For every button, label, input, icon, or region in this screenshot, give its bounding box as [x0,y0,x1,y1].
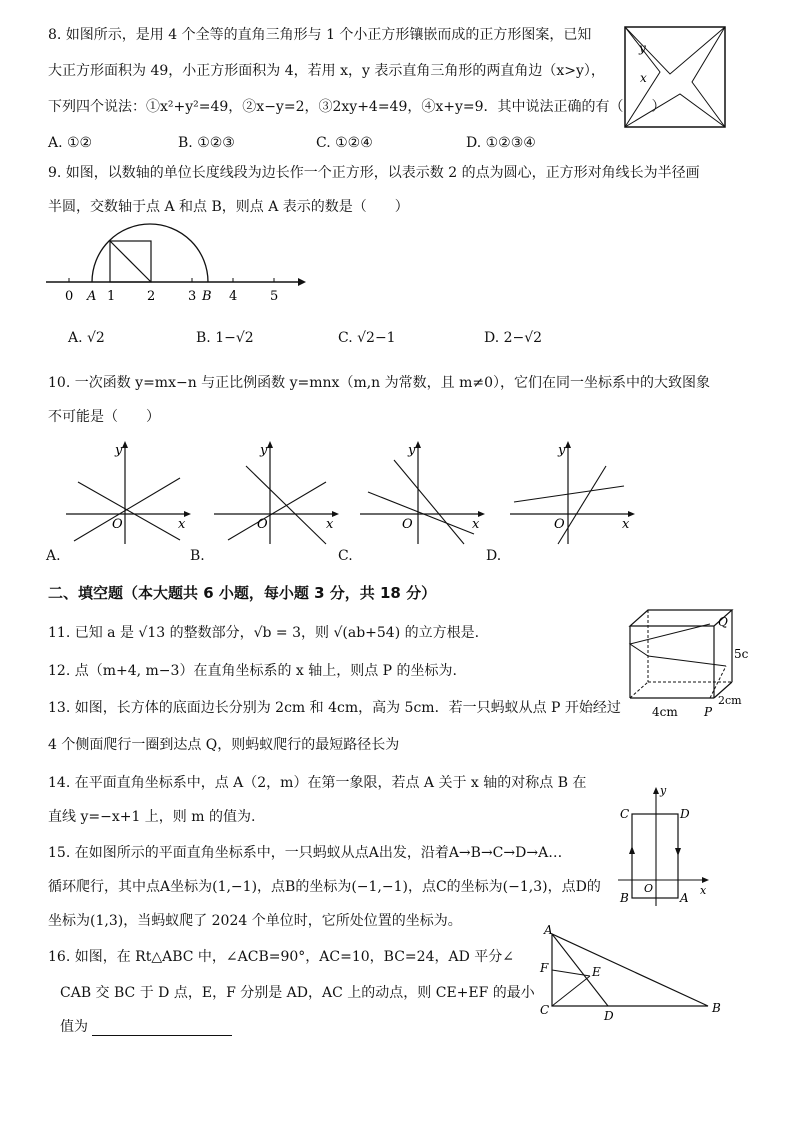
q16-point-c: C [540,1003,550,1017]
q10-graph-c [354,436,494,546]
q10-c-x: x [472,517,480,532]
q8-label-x: x [640,71,647,85]
q15-line2: 循环爬行，其中点A坐标为(1,−1)，点B的坐标为(−1,−1)，点C的坐标为(−1,3)，点D的 [48,879,601,895]
q15-point-c: C [620,807,630,821]
q12-text: 12. 点（m+4, m−3）在直角坐标系的 x 轴上，则点 P 的坐标为. [48,663,458,679]
q9-tick-5: 5 [270,289,279,304]
q14-line1: 14. 在平面直角坐标系中，点 A（2，m）在第一象限，若点 A 关于 x 轴的对称点 B 在 [48,775,587,791]
q9-line1: 9. 如图，以数轴的单位长度线段为边长作一个正方形，以表示数 2 的点为圆心，正方形对角线长为半径画 [48,165,700,181]
q9-option-c: C. √2−1 [338,330,396,346]
q10-c-o: O [402,517,413,532]
q9-option-a: A. √2 [68,330,105,346]
q10-a-o: O [112,517,123,532]
q10-option-a: A. [46,548,61,564]
q9-option-d: D. 2−√2 [484,330,543,346]
q10-d-x: x [622,517,630,532]
q15-origin: O [644,882,654,895]
q10-d-y: y [558,443,566,458]
q10-graph-d [504,436,644,546]
q10-a-x: x [178,517,186,532]
q16-line3 [60,1016,232,1036]
q10-line2: 不可能是（ ） [48,409,160,425]
q16-point-e: E [592,965,601,979]
q10-graph-a [60,436,200,546]
q8-line1: 8. 如图所示，是用 4 个全等的直角三角形与 1 个小正方形镶嵌而成的正方形图案，已知 [48,27,592,43]
q9-tick-2: 2 [147,289,156,304]
q15-point-b: B [620,891,629,905]
q10-b-o: O [257,517,268,532]
q10-c-y: y [408,443,416,458]
q16-triangle-figure [538,920,734,1024]
q13-point-p: P [704,705,713,719]
q15-point-a: A [680,891,689,905]
q15-line1: 15. 在如图所示的平面直角坐标系中，一只蚂蚁从点A出发，沿着A→B→C→D→A… [48,845,563,861]
q13-width-label: 4cm [652,705,678,719]
q10-line1: 10. 一次函数 y=mx−n 与正比例函数 y=mnx（m,n 为常数，且 m≠0），它们在同一坐标系中的大致图象 [48,375,711,391]
q14-line2: 直线 y=−x+1 上，则 m 的值为. [48,809,256,825]
q16-line2: CAB 交 BC 于 D 点，E，F 分别是 AD，AC 上的动点，则 CE+EF 的最小 [60,985,535,1001]
q9-tick-4: 4 [229,289,238,304]
q13-depth-label: 2cm [718,694,742,707]
q9-tick-1: 1 [107,289,116,304]
q10-graph-b [208,436,348,546]
q8-label-y: y [639,41,646,55]
q8-option-b: B. ①②③ [178,135,235,151]
q9-tick-0: 0 [65,289,74,304]
q9-tick-3: 3 [188,289,197,304]
q10-b-y: y [260,443,268,458]
q10-option-c: C. [338,548,353,564]
q13-cuboid-figure [622,604,752,722]
q13-line2: 4 个侧面爬行一圈到达点 Q，则蚂蚁爬行的最短路径长为 [48,737,400,753]
q16-point-b: B [712,1001,721,1015]
q10-b-x: x [326,517,334,532]
q15-point-d: D [680,807,690,821]
q13-height-label: 5c [734,647,749,661]
q8-option-a: A. ①② [48,135,93,151]
q8-option-c: C. ①②④ [316,135,373,151]
q9-line2: 半圆，交数轴于点 A 和点 B，则点 A 表示的数是（ ） [48,199,409,215]
q8-option-d: D. ①②③④ [466,135,536,151]
q10-option-b: B. [190,548,205,564]
q9-option-b: B. 1−√2 [196,330,254,346]
q13-line1: 13. 如图，长方体的底面边长分别为 2cm 和 4cm，高为 5cm．若一只蚂蚁从点 P 开始经过 [48,700,621,716]
q16-point-f: F [540,961,549,975]
q8-line2: 大正方形面积为 49，小正方形面积为 4，若用 x，y 表示直角三角形的两直角边（x>y）， [48,63,605,79]
q10-option-d: D. [486,548,502,564]
q16-point-d: D [604,1009,614,1023]
q15-coordinate-figure [614,784,714,910]
q15-y: y [660,784,667,797]
q8-line3: 下列四个说法：①x²+y²=49，②x−y=2，③2xy+4=49，④x+y=9．其中说法正确的有（ ） [48,99,666,115]
q9-point-b: B [202,289,212,304]
q10-a-y: y [115,443,123,458]
q16-answer-blank [92,1021,232,1036]
q15-x: x [700,884,707,897]
q16-line1: 16. 如图，在 Rt△ABC 中，∠ACB=90°，AC=10，BC=24，AD 平分∠ [48,949,514,965]
q13-point-q: Q [718,615,728,629]
q11-text: 11. 已知 a 是 √13 的整数部分，√b = 3，则 √(ab+54) 的立方根是. [48,625,480,641]
q16-line3-text: 值为 [60,1019,88,1035]
q9-point-a: A [87,289,97,304]
q9-number-line-figure [40,218,310,310]
section-2-heading: 二、填空题（本大题共 6 小题，每小题 3 分，共 18 分） [48,584,437,602]
q8-square-figure [622,24,728,130]
q15-line3: 坐标为(1,3)，当蚂蚁爬了 2024 个单位时，它所处位置的坐标为。 [48,913,462,929]
q10-d-o: O [554,517,565,532]
q16-point-a: A [544,923,553,937]
